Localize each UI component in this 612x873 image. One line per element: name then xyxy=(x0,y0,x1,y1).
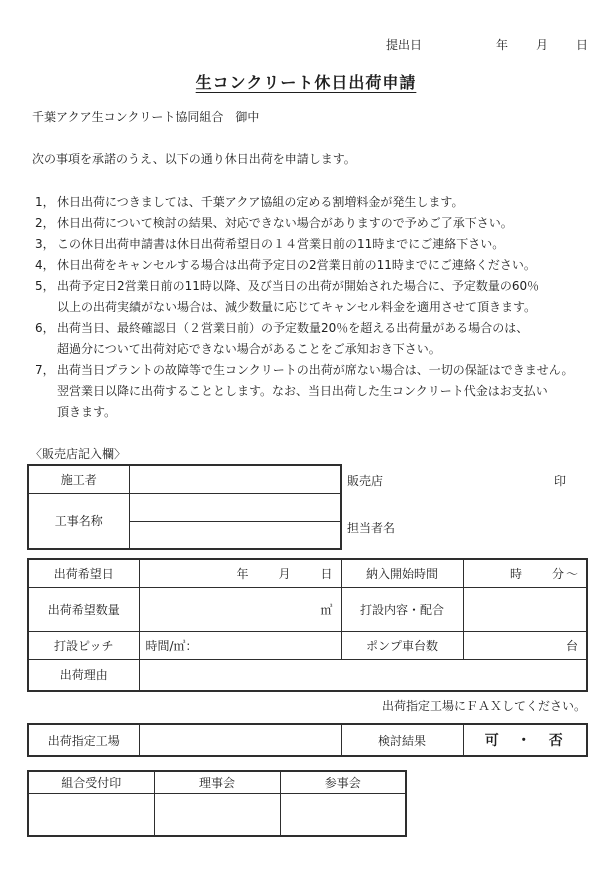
pump-trucks-input-cell: 台 xyxy=(463,631,587,659)
pour-content-label: 打設内容・配合 xyxy=(341,587,463,631)
term-item-1 xyxy=(35,192,598,213)
submit-date-label: 提出日 xyxy=(385,38,422,52)
term-item-2 xyxy=(35,213,598,234)
designated-factory-input-cell xyxy=(139,724,341,756)
dealer-table xyxy=(27,464,342,550)
project-name-input-cell-2 xyxy=(129,521,341,549)
review-result-label: 検討結果 xyxy=(341,724,463,756)
term-number: 5， xyxy=(35,279,55,293)
delivery-start-input-cell: 時 分～ xyxy=(463,559,587,587)
term-text: 休日出荷について検討の結果、対応できない場合がありますので予めご了承下さい。 xyxy=(57,216,513,230)
page-title: 生コンクリート休日出荷申請 xyxy=(195,73,417,92)
factory-table xyxy=(27,723,588,757)
ship-date-label: 出荷希望日 xyxy=(28,559,139,587)
pump-trucks-label: ポンプ車台数 xyxy=(341,631,463,659)
council-header: 参事会 xyxy=(280,771,406,794)
term-number: 4， xyxy=(35,258,55,272)
reason-label: 出荷理由 xyxy=(28,659,139,691)
term-item-5 xyxy=(35,276,598,318)
pour-content-input-cell xyxy=(463,587,587,631)
term-text: この休日出荷申請書は休日出荷希望日の１４営業日前の11時までにご連絡下さい。 xyxy=(57,237,505,251)
submit-date-day: 日 xyxy=(575,38,588,52)
council-cell xyxy=(280,794,406,836)
approval-table xyxy=(27,770,407,837)
terms-list xyxy=(35,192,598,423)
board-of-directors-cell xyxy=(154,794,280,836)
term-text: 超過分について出荷対応できない場合があることをご承知おき下さい。 xyxy=(57,342,441,356)
term-text: 出荷当日プラントの故障等で生コンクリートの出荷が席ない場合は、一切の保証はできません。 xyxy=(57,363,574,377)
term-item-3 xyxy=(35,234,598,255)
project-name-label: 工事名称 xyxy=(28,493,129,549)
contact-person-label: 担当者名 xyxy=(347,521,396,535)
term-text: 休日出荷をキャンセルする場合は出荷予定日の2営業日前の11時までにご連絡ください。 xyxy=(57,258,536,272)
dealer-label: 販売店 xyxy=(347,474,384,488)
ship-date-input-cell: 年 月 日 xyxy=(139,559,341,587)
submit-date-year: 年 xyxy=(495,38,508,52)
addressee: 千葉アクア生コンクリート協同組合 御中 xyxy=(32,110,260,124)
quantity-label: 出荷希望数量 xyxy=(28,587,139,631)
review-result-value: 可 ・ 否 xyxy=(463,724,587,756)
union-receipt-stamp-header: 組合受付印 xyxy=(28,771,154,794)
dealer-right-column xyxy=(342,464,588,550)
term-number: 3， xyxy=(35,237,55,251)
term-text: 出荷予定日2営業日前の11時以降、及び当日の出荷が開始された場合に、予定数量の60％ xyxy=(57,279,540,293)
term-text: 翌営業日以降に出荷することとします。なお、当日出荷した生コンクリート代金はお支払い xyxy=(57,384,548,398)
term-text: 以上の出荷実績がない場合は、減少数量に応じてキャンセル料金を適用させて頂きます。 xyxy=(57,300,537,314)
term-item-6 xyxy=(35,318,598,360)
board-of-directors-header: 理事会 xyxy=(154,771,280,794)
dealer-section xyxy=(27,464,612,550)
contractor-label: 施工者 xyxy=(28,465,129,493)
term-number: 6， xyxy=(35,321,55,335)
union-receipt-stamp-cell xyxy=(28,794,154,836)
term-item-4 xyxy=(35,255,598,276)
pour-pitch-label: 打設ピッチ xyxy=(28,631,139,659)
fax-note: 出荷指定工場にＦＡＸしてください。 xyxy=(381,699,586,713)
term-number: 1， xyxy=(35,195,55,209)
term-text: 休日出荷につきましては、千葉アクア協組の定める割増料金が発生します。 xyxy=(57,195,464,209)
submit-date-row xyxy=(0,36,612,52)
project-name-input-cell-1 xyxy=(129,493,341,521)
delivery-start-label: 納入開始時間 xyxy=(341,559,463,587)
term-number: 2， xyxy=(35,216,55,230)
designated-factory-label: 出荷指定工場 xyxy=(28,724,139,756)
pour-pitch-input-cell: 時間/㎥： xyxy=(139,631,341,659)
contractor-input-cell xyxy=(129,465,341,493)
seal-label: 印 xyxy=(553,474,566,488)
term-item-7 xyxy=(35,360,598,423)
dealer-section-heading: 〈販売店記入欄〉 xyxy=(30,447,127,461)
submit-date-month: 月 xyxy=(535,38,548,52)
term-text: 頂きます。 xyxy=(57,405,117,419)
reason-input-cell xyxy=(139,659,587,691)
intro-text: 次の事項を承諾のうえ、以下の通り休日出荷を申請します。 xyxy=(32,152,356,166)
request-table xyxy=(27,558,588,692)
term-number: 7， xyxy=(35,363,55,377)
term-text: 出荷当日、最終確認日（２営業日前）の予定数量20％を超える出荷量がある場合のは、 xyxy=(57,321,529,335)
quantity-input-cell: ㎥ xyxy=(139,587,341,631)
